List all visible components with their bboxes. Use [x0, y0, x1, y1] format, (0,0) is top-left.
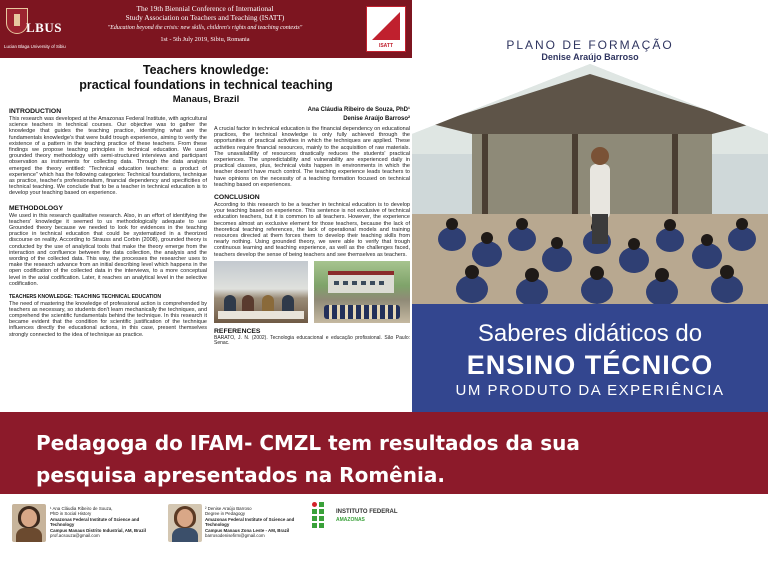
ifam-square: [319, 502, 324, 507]
introduction-text: This research was developed at the Amazonas Federal Institute, with agricultural science teachers in technical courses. Our objective was to gather the knowledge that guides the teaching practice, identifying what are the fundamentals knowledge's that were build trough experience, aiming to verify the existence of a pattern in the teaching practice of these teachers. From these findings we propose teaching principles in technical education. We used grounded theory methodology with semi-structured interviews and participant observation as instruments for collecting data. Through the data analysis emerged the theory entitled: "Technical education teachers: a product of experience" which has the following categories: Technical foundations, technique as practice, teacher's professionalism, financial dependency and specificities of technical teaching. We conclude that to be a teacher in technical education is to develop your teaching based on experience.: [9, 116, 207, 197]
conference-dates: 1st - 5th July 2019, Sibiu, Romania: [160, 36, 250, 43]
cover-subtitle: UM PRODUTO DA EXPERIÊNCIA: [455, 382, 725, 399]
isatt-logo-icon: [372, 12, 400, 40]
ifam-grid-icon: [312, 502, 332, 528]
table-shape: [218, 311, 304, 319]
ifam-logo-line1: INSTITUTO FEDERAL: [336, 509, 398, 515]
book-cover: [412, 0, 768, 412]
knowledge-heading: TEACHERS KNOWLEDGE: TEACHING TECHNICAL EDUCATION: [9, 294, 162, 301]
conference-theme: "Education beyond the crisis: new skills, children's rights and teaching contexts": [107, 25, 303, 31]
poster-author1: Ana Cláudia Ribeiro de Souza, PhD¹: [307, 107, 410, 113]
author1-email: prof.acsouza@gmail.com: [50, 533, 100, 539]
cover-title-line2: ENSINO TÉCNICO: [466, 350, 714, 380]
poster-title: [40, 63, 372, 93]
students-group-shape: [324, 305, 400, 319]
cover-title-line1: Saberes didáticos do: [477, 320, 703, 347]
conclusion-heading: CONCLUSION: [214, 194, 260, 202]
meeting-photo: [214, 261, 308, 323]
cover-series: PLANO DE FORMAÇÃO: [506, 38, 674, 52]
author2-line: Campus Manaus Zona Leste - AM, Brazil: [205, 527, 290, 533]
author2-email: barrosodenisefirm@gmail.com: [205, 533, 265, 539]
author1-line: PhD in Social History: [50, 511, 92, 517]
ifam-logo: [312, 500, 402, 534]
cover-author: Denise Araújo Barroso: [541, 52, 639, 62]
poster-title-line2: practical foundations in technical teaching: [79, 78, 333, 92]
references-heading: REFERENCES: [214, 327, 261, 335]
author1-avatar: [12, 504, 46, 542]
lbus-logo-subtitle: Lucian Blaga University of Sibiu: [4, 44, 66, 49]
author1-line: ¹ Ana Cláudia Ribeiro de Souza,: [50, 506, 113, 511]
author1-line: Campus Manaus Distrito Industrial, AM, Brazil: [50, 527, 146, 533]
financial-dependency-text: A crucial factor in technical education is the financial dependency on educational practices, the technical knowledge is only fully achieved through the opportunities of practical activities in which the techniques are applied. These activities require financial resources, mainly to the acquisition of raw materials. The unavailability of resources drastically reduces the students' practical experiences. The unpredictability and vulnerability are experienced daily in practical classes, plus, technical visits happen in environments in which the teacher doesn't have much control. The teaching experience leads teachers to have opinions on the necessity of a teaching formation focused on technical teaching based on experiences.: [214, 126, 410, 188]
ifam-square: [312, 516, 317, 521]
lbus-logo: [4, 6, 74, 54]
poster-authors: [262, 106, 410, 123]
author2-line: Amazonas Federal Institute of Science and: [205, 516, 295, 522]
poster-photos: [214, 261, 410, 325]
headline-line1: Pedagoga do IFAM- CMZL tem resultados da sua: [36, 431, 580, 455]
poster-author2: Denise Araújo Barroso²: [343, 115, 410, 122]
face-shape: [21, 509, 37, 527]
headline-text: [36, 427, 736, 491]
isatt-logo-text: ISATT: [378, 43, 394, 49]
references-text: BARATO, J. N. (2002). Tecnologia educacional e educação profissional. São Paulo: Senac.: [214, 334, 410, 347]
author2-line: Degree in Pedagogy: [205, 511, 246, 517]
body-shape: [16, 528, 42, 542]
cover-photo: [412, 64, 768, 318]
face-shape: [177, 509, 193, 527]
university-crest-icon: [6, 8, 28, 34]
poster-header: [0, 0, 412, 58]
poster-footer: [0, 494, 768, 562]
author2-line: Technology: [205, 522, 230, 528]
ifam-square: [312, 509, 317, 514]
ifam-square: [319, 516, 324, 521]
knowledge-text: The need of mastering the knowledge of professional action is comprehended by teachers as necessary, so students don't learn mechanically the techniques, and comprehend the scientific fundamentals behind the technique. In this research it became evident that the condition for scientific justification of the technique influences directly the educational actions, in this case, present themselves strongly connected to the idea of technique as practice.: [9, 300, 207, 338]
author1-line: Amazonas Federal Institute of Science and: [50, 516, 140, 522]
ifam-dot: [312, 502, 317, 507]
isatt-logo: [366, 6, 406, 52]
lbus-logo-text: LBUS: [26, 20, 62, 35]
campus-group-photo: [314, 261, 410, 323]
research-poster: [0, 0, 412, 412]
ifam-square: [312, 523, 317, 528]
poster-column-left: [9, 106, 207, 412]
body-shape: [172, 528, 198, 542]
poster-column-right: [214, 126, 410, 412]
author1-line: Technology: [50, 522, 75, 528]
author2-line: ² Denise Araújo Barroso: [205, 506, 252, 511]
methodology-text: We used in this research qualitative research. Also, in an effort of identifying the teachers' knowledge it seemed to us methodologically adequate to use Grounded theory because we needed to look for evidences in the teaching practice in technical education that could be systematized in a theorized discourse on reality. According to Strauss and Corbin (2008), grounded theory is conducted by the use of analytical tools that make the theory emerge from the interaction and confluence between the data collection, the analysis and the wording of the collected data. This way, the processes the researcher uses to make the research advance from an initial describing level which happens in the open codification of the collected data in the interviews, to a more conceptual level in the axial codification. Later, it reaches an analytical level in the selective codification.: [9, 212, 207, 287]
poster-location: Manaus, Brazil: [172, 94, 240, 105]
introduction-heading: INTRODUCTION: [9, 108, 62, 115]
ifam-logo-line2: AMAZONAS: [336, 517, 365, 523]
conclusion-text: According to this research to be a teacher in technical education is to develop your teaching based on experience. This sentence is not exclusive of technical education teachers, but it is common to all teachers. However, the experience becomes almost an exclusive element for those teachers, because the lack of theoretical teaching references, the lack of operational models and training resources directed at them forces them to develop their teaching skills from nearly nothing. Using grounded theory, we were able to verify that trough continuous learning and teaching experience, as well as the challenges faced, teachers develop the sense of being teachers and see themselves as teachers.: [214, 202, 410, 258]
conference-line2: Study Association on Teachers and Teaching (ISATT): [125, 13, 285, 22]
conference-line1: The 19th Biennial Conference of International: [136, 4, 274, 13]
author2-avatar: [168, 504, 202, 542]
ifam-square: [319, 509, 324, 514]
ifam-square: [319, 523, 324, 528]
methodology-heading: METHODOLOGY: [9, 204, 63, 212]
poster-title-line1: Teachers knowledge:: [142, 63, 270, 77]
author1-info: [50, 506, 155, 538]
conference-info: [78, 4, 332, 44]
building-shape: [328, 271, 394, 293]
headline-line2: pesquisa apresentados na Romênia.: [36, 463, 445, 487]
author2-info: [205, 506, 305, 538]
headline-banner: [0, 412, 768, 494]
